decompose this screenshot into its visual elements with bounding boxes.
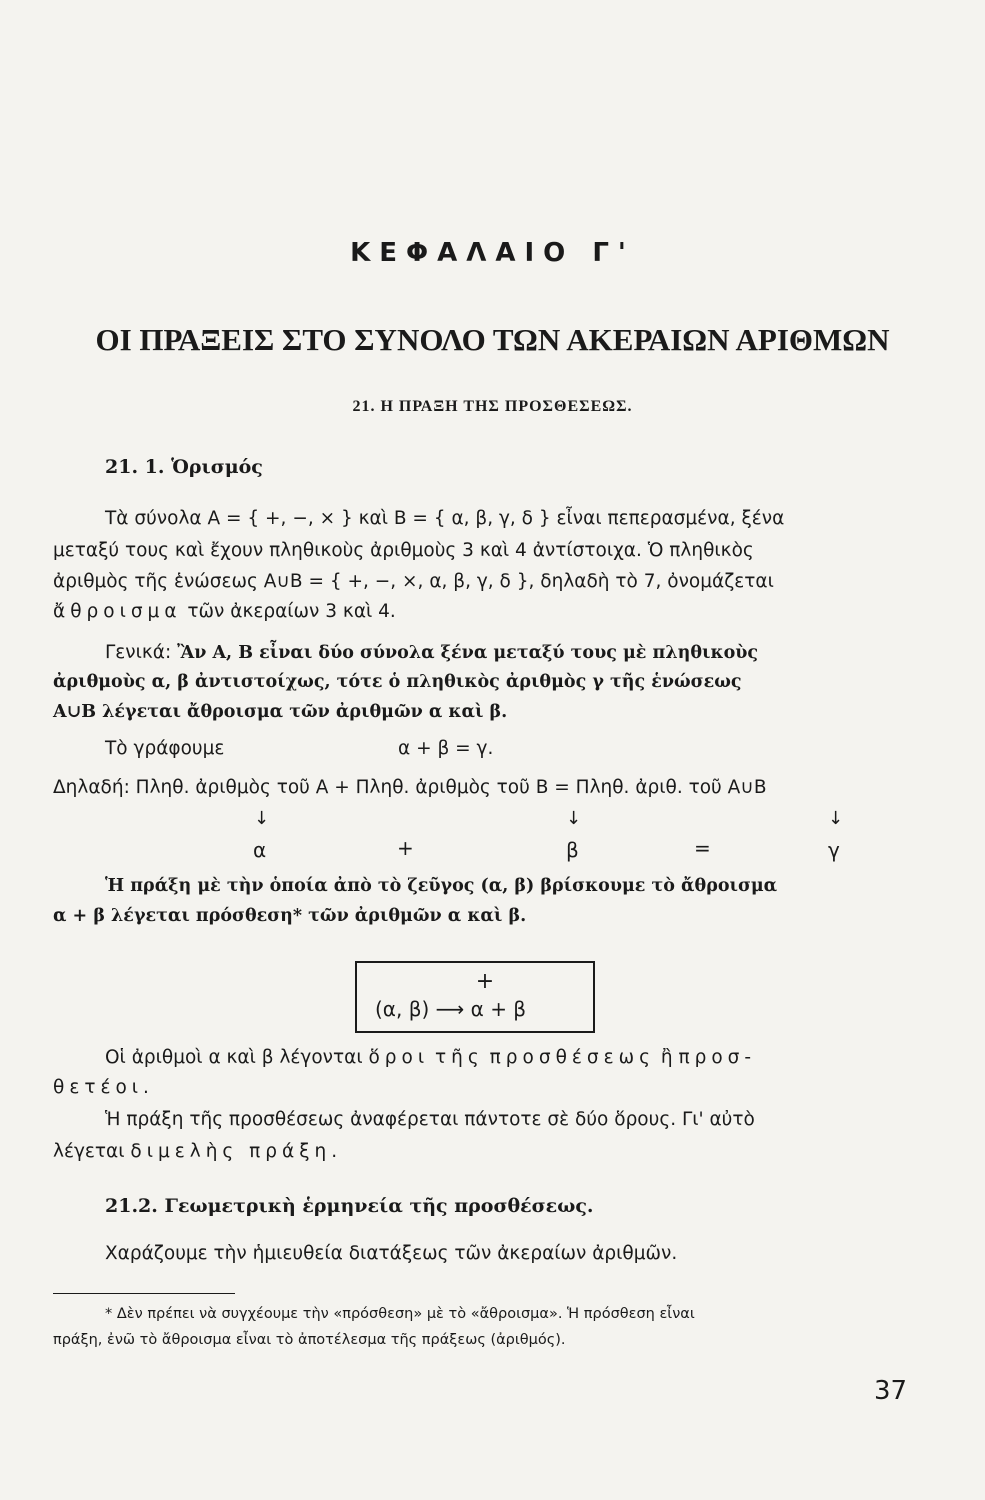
section-heading: 21. Η ΠΡΑΞΗ ΤΗΣ ΠΡΟΣΘΕΣΕΩΣ. <box>352 398 633 415</box>
write-label: Τὸ γράφουμε <box>105 738 225 759</box>
box-mapping: (α, β) ⟶ α + β <box>375 997 527 1021</box>
terms-line-1 <box>105 1047 756 1068</box>
footnote-divider <box>53 1293 235 1294</box>
footnote-line-2: πράξη, ἐνῶ τὸ ἄθροισμα εἶναι τὸ ἀποτέλεσμα τῆς πράξεως (ἀριθμός). <box>53 1332 566 1348</box>
down-arrow-icon: ↓ <box>828 808 844 829</box>
geometric-line: Χαράζουμε τὴν ἡμιευθεία διατάξεως τῶν ἀκεραίων ἀριθμῶν. <box>105 1243 678 1264</box>
paragraph-1-line-2: μεταξύ τους καὶ ἔχουν πληθικοὺς ἀριθμοὺς 3 καὶ 4 ἀντίστοιχα. Ὁ πληθικὸς <box>53 540 754 561</box>
paragraph-1-line-4 <box>53 601 396 622</box>
paragraph-1-line-3: ἀριθμὸς τῆς ἑνώσεως Α∪Β = { +, −, ×, α, β, γ, δ }, δηλαδὴ τὸ 7, ὀνομάζεται <box>53 571 774 592</box>
spaced-term-of: τῆς <box>435 1047 484 1068</box>
namely-line: Δηλαδή: Πληθ. ἀριθμὸς τοῦ Α + Πληθ. ἀριθμὸς τοῦ Β = Πληθ. ἀριθ. τοῦ Α∪Β <box>53 777 767 798</box>
addition-definition-2: α + β λέγεται πρόσθεση* τῶν ἀριθμῶν α καὶ β. <box>53 906 527 926</box>
addition-definition-1: Ἡ πράξη μὲ τὴν ὁποία ἀπὸ τὸ ζεῦγος (α, β) βρίσκουμε τὸ ἄθροισμα <box>105 876 778 896</box>
terms-line-2: θετέοι. <box>53 1077 154 1098</box>
binary-line-1: Ἡ πράξη τῆς προσθέσεως ἀναφέρεται πάντοτε σὲ δύο ὅρους. Γι' αὐτὸ <box>105 1109 755 1130</box>
binary-line-2 <box>53 1141 342 1162</box>
terms-or: ἢ <box>660 1047 673 1068</box>
letter-beta: β <box>566 838 579 862</box>
letter-alpha: α <box>253 838 267 862</box>
letter-gamma: γ <box>828 838 840 862</box>
spaced-term-addition: προσθέσεως <box>489 1047 655 1068</box>
definition-bold-1: Ἂν Α, Β εἶναι δύο σύνολα ξένα μεταξύ τους μὲ πληθικοὺς <box>177 643 759 663</box>
footnote-line-1: * Δὲν πρέπει νὰ συγχέουμε τὴν «πρόσθεση» μὲ τὸ «ἄθροισμα». Ἡ πρόσθεση εἶναι <box>105 1306 695 1322</box>
paragraph-1-line-1: Τὰ σύνολα Α = { +, −, × } καὶ Β = { α, β, γ, δ } εἶναι πεπερασμένα, ξένα <box>105 508 785 529</box>
addition-mapping-box <box>355 961 595 1033</box>
subsection-geometric: 21.2. Γεωμετρικὴ ἑρμηνεία τῆς προσθέσεως. <box>105 1195 594 1217</box>
chapter-title: ΟΙ ΠΡΑΞΕΙΣ ΣΤΟ ΣΥΝΟΛΟ ΤΩΝ ΑΚΕΡΑΙΩΝ ΑΡΙΘΜΩΝ <box>95 322 890 357</box>
page-number: 37 <box>874 1376 908 1406</box>
write-formula: α + β = γ. <box>398 738 494 759</box>
spaced-term-binary-operation: διμελὴς πράξη. <box>130 1141 343 1162</box>
paragraph-1-line-4-rest: τῶν ἀκεραίων 3 καὶ 4. <box>187 601 396 622</box>
down-arrow-icon: ↓ <box>566 808 582 829</box>
spaced-term-addends-start: προσ- <box>678 1047 757 1068</box>
spaced-term-terms: ὅροι <box>368 1047 430 1068</box>
definition-bold-3: Α∪Β λέγεται ἄθροισμα τῶν ἀριθμῶν α καὶ β. <box>53 702 508 722</box>
generally-label: Γενικά: <box>105 642 172 663</box>
box-plus-sign: + <box>475 969 495 994</box>
subsection-definition: 21. 1. Ὁρισμός <box>105 456 263 478</box>
chapter-label: ΚΕΦΑΛΑΙΟ Γ' <box>350 238 635 268</box>
binary-text: λέγεται <box>53 1141 125 1162</box>
terms-text: Οἱ ἀριθμοὶ α καὶ β λέγονται <box>105 1047 363 1068</box>
equals-sign: = <box>694 836 711 860</box>
plus-sign: + <box>397 836 414 860</box>
down-arrow-icon: ↓ <box>254 808 270 829</box>
paragraph-2-line-1 <box>105 642 758 663</box>
definition-bold-2: ἀριθμοὺς α, β ἀντιστοίχως, τότε ὁ πληθικὸς ἀριθμὸς γ τῆς ἑνώσεως <box>53 672 742 692</box>
spaced-term-sum: ἄθροισμα <box>53 601 182 622</box>
